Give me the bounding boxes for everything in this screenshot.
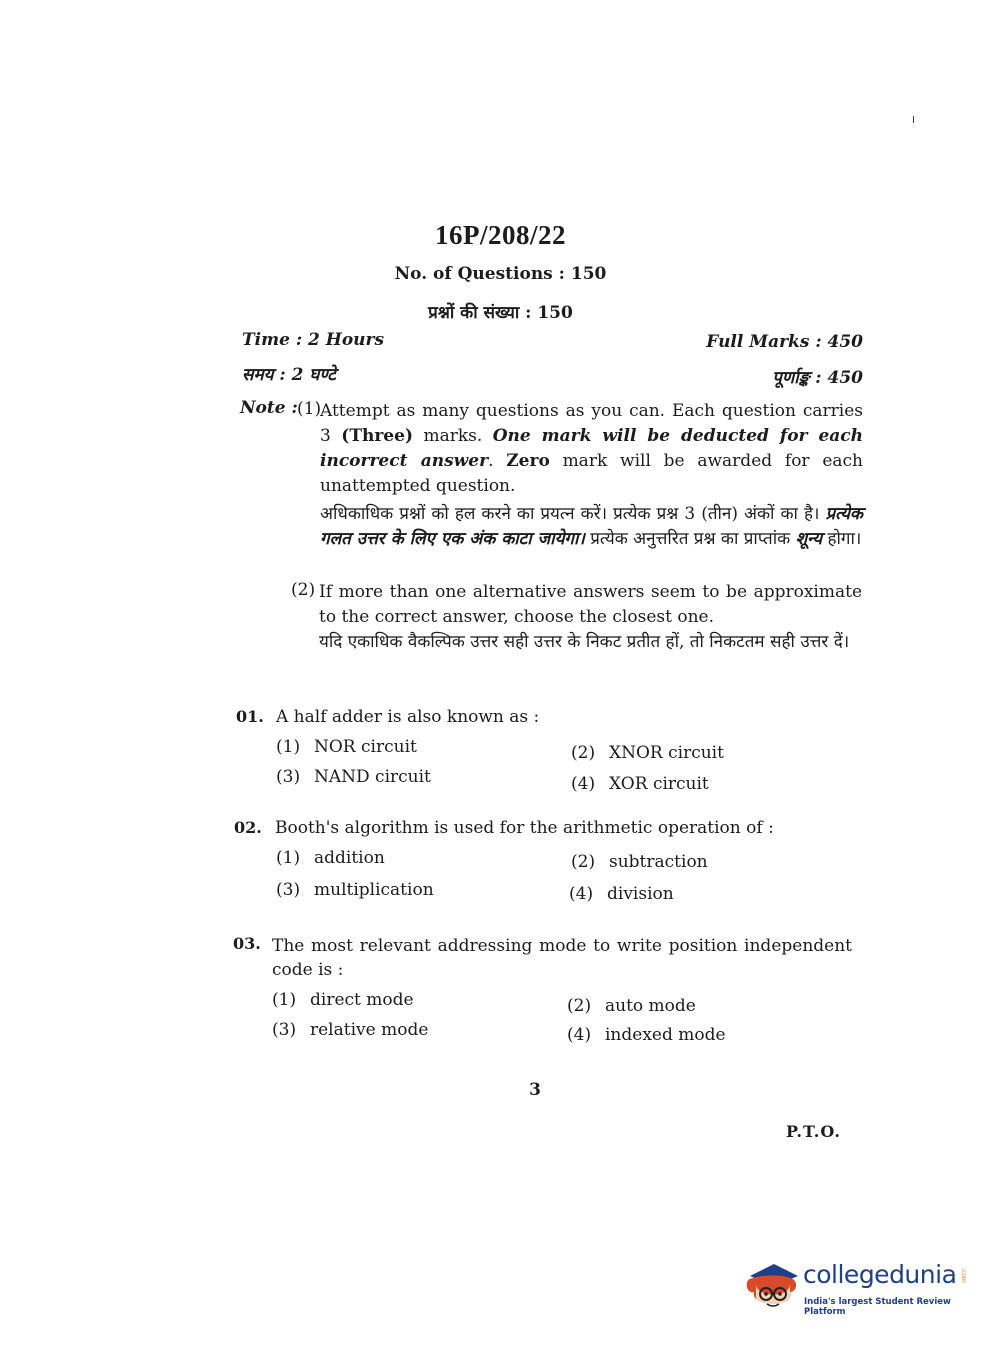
paper-code: 16P/208/22 bbox=[435, 220, 566, 250]
option-number: (1) bbox=[272, 990, 297, 1010]
option-4 bbox=[571, 774, 709, 794]
note-text-bold-italic: One mark will be deducted for each incorrect answer bbox=[320, 426, 864, 471]
full-marks-hindi: पूर्णाङ्क : 450 bbox=[772, 368, 863, 388]
note-text-bold: Zero bbox=[506, 451, 550, 471]
question-number: 02. bbox=[234, 818, 262, 837]
option-text: multiplication bbox=[314, 880, 434, 900]
note-text-hindi-bold: प्रत्येक गलत उत्तर के लिए एक अंक काटा जायेगा। bbox=[320, 504, 863, 549]
note-text: marks. bbox=[412, 426, 493, 446]
note-item-1-hindi bbox=[320, 502, 863, 552]
option-number: (4) bbox=[571, 774, 596, 794]
brand-tagline: India's largest Student Review Platform bbox=[804, 1297, 951, 1317]
option-1 bbox=[272, 990, 414, 1010]
option-number: (4) bbox=[569, 884, 594, 904]
option-number: (1) bbox=[276, 848, 301, 868]
full-marks: Full Marks : 450 bbox=[706, 332, 863, 352]
note-text: Attempt as many questions as you can. Each question carries 3 bbox=[320, 401, 863, 446]
question-text: Booth's algorithm is used for the arithmetic operation of : bbox=[275, 818, 774, 838]
note-text: mark will be awarded for each unattempted question. bbox=[320, 451, 863, 496]
brand-name: collegedunia bbox=[803, 1260, 957, 1289]
option-text: relative mode bbox=[310, 1020, 429, 1040]
option-3 bbox=[276, 880, 434, 900]
option-text: XOR circuit bbox=[609, 774, 709, 794]
option-text: indexed mode bbox=[605, 1025, 726, 1045]
option-text: addition bbox=[314, 848, 385, 868]
option-1 bbox=[276, 848, 385, 868]
number-of-questions-hindi: प्रश्नों की संख्या : 150 bbox=[428, 303, 573, 323]
option-text: XNOR circuit bbox=[609, 743, 724, 763]
option-number: (3) bbox=[276, 880, 301, 900]
option-2 bbox=[571, 852, 708, 872]
brand-suffix: .com bbox=[960, 1268, 967, 1283]
option-4 bbox=[567, 1025, 726, 1045]
time-allowed: Time : 2 Hours bbox=[242, 330, 385, 350]
option-number: (4) bbox=[567, 1025, 592, 1045]
note-item-1-number: (1) bbox=[297, 399, 322, 419]
collegedunia-watermark bbox=[744, 1252, 974, 1322]
note-text-hindi: होगा। bbox=[822, 529, 862, 549]
scan-mark bbox=[913, 116, 914, 123]
note-item-2-english: If more than one alternative answers seem to be approximate to the correct answer, choose the closest one. bbox=[319, 582, 862, 627]
option-number: (2) bbox=[571, 743, 596, 763]
please-turn-over: P.T.O. bbox=[786, 1122, 841, 1141]
mascot-icon bbox=[744, 1254, 802, 1312]
question-text: The most relevant addressing mode to write position independent code is : bbox=[272, 936, 852, 980]
option-number: (2) bbox=[567, 996, 592, 1016]
option-number: (2) bbox=[571, 852, 596, 872]
option-text: direct mode bbox=[310, 990, 414, 1010]
note-text-bold: (Three) bbox=[341, 426, 413, 446]
option-text: NAND circuit bbox=[314, 767, 431, 787]
option-number: (3) bbox=[276, 767, 301, 787]
option-3 bbox=[272, 1020, 428, 1040]
option-4 bbox=[569, 884, 674, 904]
note-text-hindi: प्रत्येक अनुत्तरित प्रश्न का प्राप्तांक bbox=[584, 529, 796, 549]
option-2 bbox=[571, 743, 724, 763]
note-label: Note : bbox=[240, 398, 298, 418]
option-text: auto mode bbox=[605, 996, 696, 1016]
question-number: 01. bbox=[236, 707, 264, 726]
option-number: (3) bbox=[272, 1020, 297, 1040]
note-item-2-hindi: यदि एकाधिक वैकल्पिक उत्तर सही उत्तर के निकट प्रतीत हों, तो निकटतम सही उत्तर दें। bbox=[319, 632, 850, 652]
note-text: . bbox=[488, 451, 507, 471]
note-item-2-number: (2) bbox=[291, 580, 316, 600]
option-number: (1) bbox=[276, 737, 301, 757]
option-1 bbox=[276, 737, 417, 757]
note-item-1-english bbox=[320, 399, 863, 499]
note-text-hindi-bold: शून्य bbox=[795, 529, 823, 549]
number-of-questions: No. of Questions : 150 bbox=[394, 264, 607, 284]
option-text: subtraction bbox=[609, 852, 708, 872]
question-text: A half adder is also known as : bbox=[276, 707, 540, 727]
question-number: 03. bbox=[233, 934, 261, 953]
option-text: NOR circuit bbox=[314, 737, 417, 757]
note-text-hindi: अधिकाधिक प्रश्नों को हल करने का प्रयत्न करें। प्रत्येक प्रश्न 3 (तीन) अंकों का है। bbox=[320, 504, 826, 524]
option-3 bbox=[276, 767, 431, 787]
time-allowed-hindi: समय : 2 घण्टे bbox=[242, 365, 336, 385]
option-2 bbox=[567, 996, 696, 1016]
page-number: 3 bbox=[529, 1080, 541, 1100]
option-text: division bbox=[607, 884, 674, 904]
